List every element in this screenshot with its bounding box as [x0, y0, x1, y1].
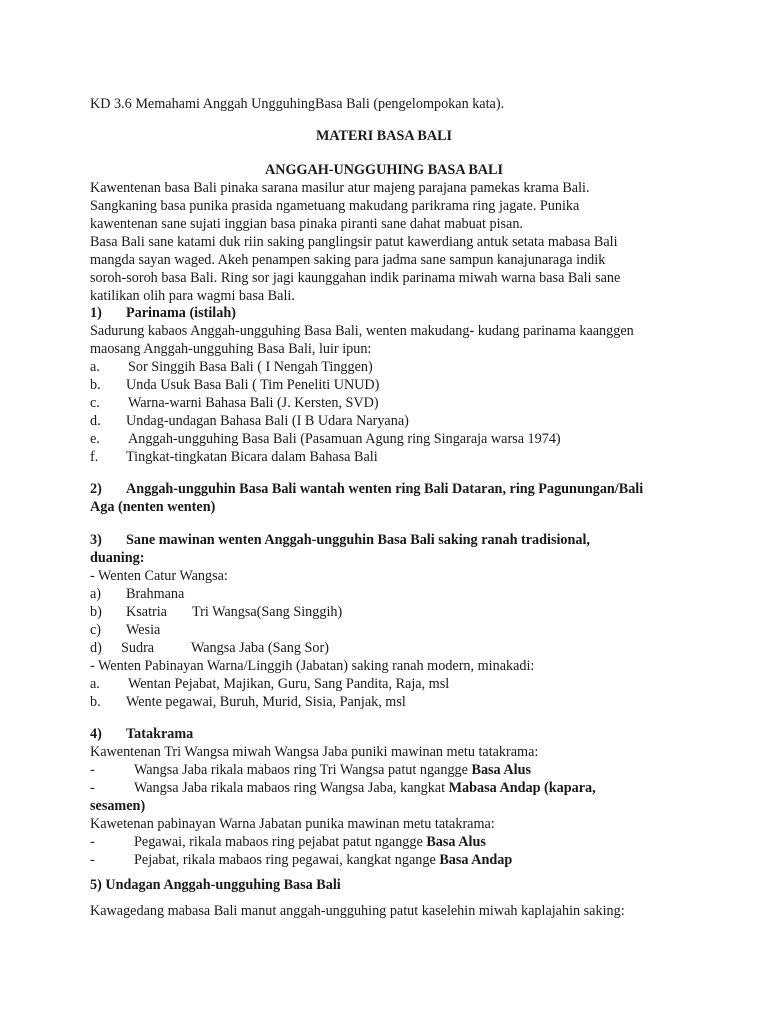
plain-text: Wangsa Jaba rikala mabaos ring Tri Wangsa patut ngangge	[134, 762, 472, 778]
list-marker: a.	[90, 676, 100, 692]
list-text: Unda Usuk Basa Bali ( Tim Peneliti UNUD)	[126, 377, 380, 393]
plain-text: Wangsa Jaba rikala mabaos ring Wangsa Jaba, kangkat	[134, 780, 449, 796]
plain-text: Pejabat, rikala mabaos ring pegawai, kangkat ngange	[134, 852, 440, 868]
dash-marker: -	[90, 780, 95, 796]
list-marker: a.	[90, 359, 100, 375]
intro-line: Kawentenan basa Bali pinaka sarana masilur atur majeng parajana pamekas krama Bali.	[90, 180, 590, 196]
bold-text: Mabasa Andap (kapara,	[448, 780, 596, 796]
section-2-heading-cont: Aga (nenten wenten)	[90, 499, 216, 515]
section-1-text: maosang Anggah-ungguhing Basa Bali, luir ipun:	[90, 341, 372, 357]
list-marker: e.	[90, 431, 100, 447]
list-marker: b.	[90, 694, 101, 710]
intro-line: katilikan olih para wagmi basa Bali.	[90, 288, 295, 304]
list-marker: c.	[90, 395, 100, 411]
list-text: Wentan Pejabat, Majikan, Guru, Sang Pandita, Raja, msl	[128, 676, 450, 692]
list-marker: d.	[90, 413, 101, 429]
wangsa-name: Sudra	[121, 640, 155, 656]
list-text: Anggah-ungguhing Basa Bali (Pasamuan Agung ring Singaraja warsa 1974)	[128, 431, 561, 447]
list-marker: a)	[90, 586, 102, 602]
section-title: Parinama (istilah)	[126, 305, 236, 321]
intro-line: soroh-soroh basa Bali. Ring sor jagi kaunggahan indik parinama miwah warna basa Bali sane	[90, 270, 621, 286]
dash-marker: -	[90, 852, 95, 868]
section-title: Sane mawinan wenten Anggah-ungguhin Basa Bali saking ranah tradisional,	[126, 532, 590, 548]
list-text: Sor Singgih Basa Bali ( I Nengah Tinggen)	[128, 359, 373, 375]
list-text: Undag-undagan Bahasa Bali (I B Udara Naryana)	[126, 413, 409, 429]
section-1-text: Sadurung kabaos Anggah-ungguhing Basa Bali, wenten makudang- kudang parinama kaanggen	[90, 323, 634, 339]
list-text: Warna-warni Bahasa Bali (J. Kersten, SVD)	[128, 395, 379, 411]
plain-text: Pegawai, rikala mabaos ring pejabat patut ngangge	[134, 834, 427, 850]
dash-text	[134, 761, 531, 779]
section-number: 2)	[90, 481, 102, 497]
catur-wangsa-label: - Wenten Catur Wangsa:	[90, 568, 228, 584]
document-title: MATERI BASA BALI	[315, 128, 453, 144]
wangsa-group: Wangsa Jaba (Sang Sor)	[191, 640, 329, 656]
section-5-text: Kawagedang mabasa Bali manut anggah-ungguhing patut kaselehin miwah kaplajahin saking:	[90, 903, 625, 919]
kd-line: KD 3.6 Memahami Anggah UngguhingBasa Bali (pengelompokan kata).	[90, 96, 505, 112]
dash-text	[134, 779, 596, 797]
section-4-text: Kawentenan Tri Wangsa miwah Wangsa Jaba puniki mawinan metu tatakrama:	[90, 744, 539, 760]
section-title: Anggah-ungguhin Basa Bali wantah wenten ring Bali Dataran, ring Pagunungan/Bali	[126, 481, 644, 497]
wangsa-name: Wesia	[126, 622, 161, 638]
section-number: 4)	[90, 726, 102, 742]
section-number: 3)	[90, 532, 102, 548]
intro-line: Basa Bali sane katami duk riin saking panglingsir patut kawerdiang antuk setata mabasa Bali	[90, 234, 618, 250]
section-3-heading-cont: duaning:	[90, 550, 145, 566]
bold-text: Basa Alus	[471, 762, 532, 778]
bold-text: Basa Alus	[426, 834, 486, 850]
dash-item-cont: sesamen)	[90, 798, 146, 814]
section-number: 1)	[90, 305, 102, 321]
intro-line: kawentenan sane sujati inggian basa pinaka piranti sane dahat mabuat pisan.	[90, 216, 523, 232]
dash-marker: -	[90, 834, 95, 850]
dash-text	[134, 833, 486, 851]
wangsa-name: Brahmana	[126, 586, 185, 602]
dash-marker: -	[90, 762, 95, 778]
bold-text: Basa Andap	[439, 852, 513, 868]
pabinayan-label: - Wenten Pabinayan Warna/Linggih (Jabatan) saking ranah modern, minakadi:	[90, 658, 535, 674]
list-text: Wente pegawai, Buruh, Murid, Sisia, Panjak, msl	[126, 694, 406, 710]
section-4-text: Kawetenan pabinayan Warna Jabatan punika mawinan metu tatakrama:	[90, 816, 495, 832]
intro-line: Sangkaning basa punika prasida ngametuang makudang parikrama ring jagate. Punika	[90, 198, 580, 214]
document-subtitle: ANGGAH-UNGGUHING BASA BALI	[264, 162, 504, 178]
list-marker: d)	[90, 640, 102, 656]
list-marker: c)	[90, 622, 102, 638]
wangsa-group: Tri Wangsa(Sang Singgih)	[192, 604, 343, 620]
wangsa-name: Ksatria	[126, 604, 167, 620]
section-5-heading: 5) Undagan Anggah-ungguhing Basa Bali	[90, 877, 341, 893]
section-title: Tatakrama	[126, 726, 194, 742]
list-text: Tingkat-tingkatan Bicara dalam Bahasa Bali	[126, 449, 378, 465]
intro-line: mangda sayan waged. Akeh penampen saking para jadma sane sampun kanajunaraga indik	[90, 252, 606, 268]
list-marker: b)	[90, 604, 102, 620]
list-marker: f.	[90, 449, 99, 465]
dash-text	[134, 851, 512, 869]
list-marker: b.	[90, 377, 101, 393]
